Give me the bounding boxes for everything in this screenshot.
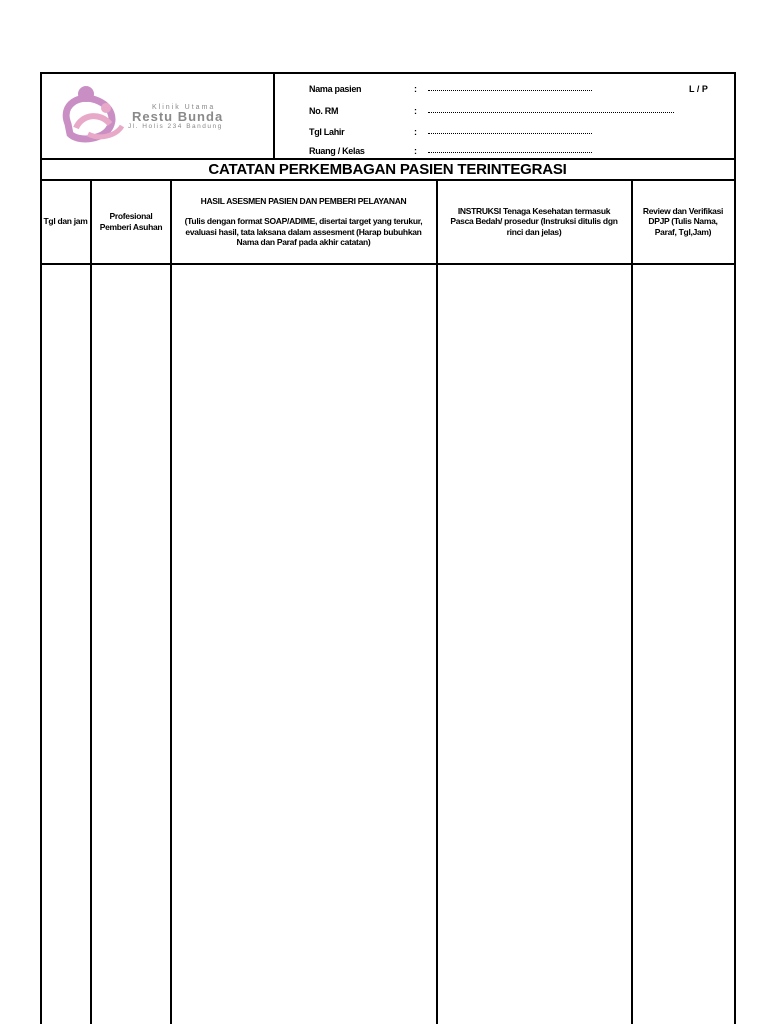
patient-name-field[interactable] [428,86,592,91]
column-header-care-provider [92,180,170,263]
column-header-instructions [437,180,631,263]
column-header-review-line: Review dan Verifikasi [642,205,724,216]
date-time-entry-cell[interactable] [42,265,90,1024]
column-header-assessment [171,180,436,263]
medical-record-field[interactable] [428,108,674,113]
column-header-instructions-line: INSTRUKSI Tenaga Kesehatan termasuk [457,205,611,216]
column-header-date-time [41,180,90,263]
review-entry-cell[interactable] [633,265,734,1024]
column-header-review-line: DPJP (Tulis Nama, [648,216,718,227]
column-header-care-provider-line: Pemberi Asuhan [99,221,163,232]
column-header-date-time-text: Tgl dan jam [43,216,88,227]
gender-option[interactable]: L / P [689,84,708,94]
room-class-label: Ruang / Kelas [309,146,365,156]
column-header-assessment-heading: HASIL ASESMEN PASIEN DAN PEMBERI PELAYANAN [200,195,407,206]
column-header-care-provider-line: Profesional [109,211,153,221]
instructions-entry-cell[interactable] [438,265,631,1024]
assessment-entry-cell[interactable] [172,265,436,1024]
header-divider [273,72,275,159]
patient-name-label: Nama pasien [309,84,362,94]
column-header-review-line: Paraf, Tgl,Jam) [654,226,712,237]
clinic-address: Jl. Holis 234 Bandung [128,123,223,130]
room-class-field[interactable] [428,148,592,153]
birth-date-colon: : [414,127,417,137]
care-provider-entry-cell[interactable] [92,265,170,1024]
column-header-assessment-line: Nama dan Paraf pada akhir catatan) [236,237,371,247]
column-header-instructions-line: rinci dan jelas) [506,226,562,237]
medical-record-label: No. RM [309,106,339,116]
border-top [40,72,736,74]
birth-date-label: Tgl Lahir [309,127,345,137]
border-right [734,72,736,1024]
column-header-review [632,180,734,263]
clinic-subtitle: Klinik Utama [152,104,216,111]
patient-name-colon: : [414,84,417,94]
column-header-assessment-line: evaluasi hasil, tata laksana dalam assesment (Harap bubuhkan [185,226,422,237]
form-title: CATATAN PERKEMBAGAN PASIEN TERINTEGRASI [208,161,567,178]
birth-date-field[interactable] [428,129,592,134]
medical-record-colon: : [414,106,417,116]
column-header-assessment-line: (Tulis dengan format SOAP/ADIME, disertai target yang terukur, [184,216,423,226]
clinic-name: Restu Bunda [132,109,224,124]
column-header-instructions-line: Pasca Bedah/ prosedur (Instruksi ditulis dgn [450,216,618,227]
room-class-colon: : [414,146,417,156]
